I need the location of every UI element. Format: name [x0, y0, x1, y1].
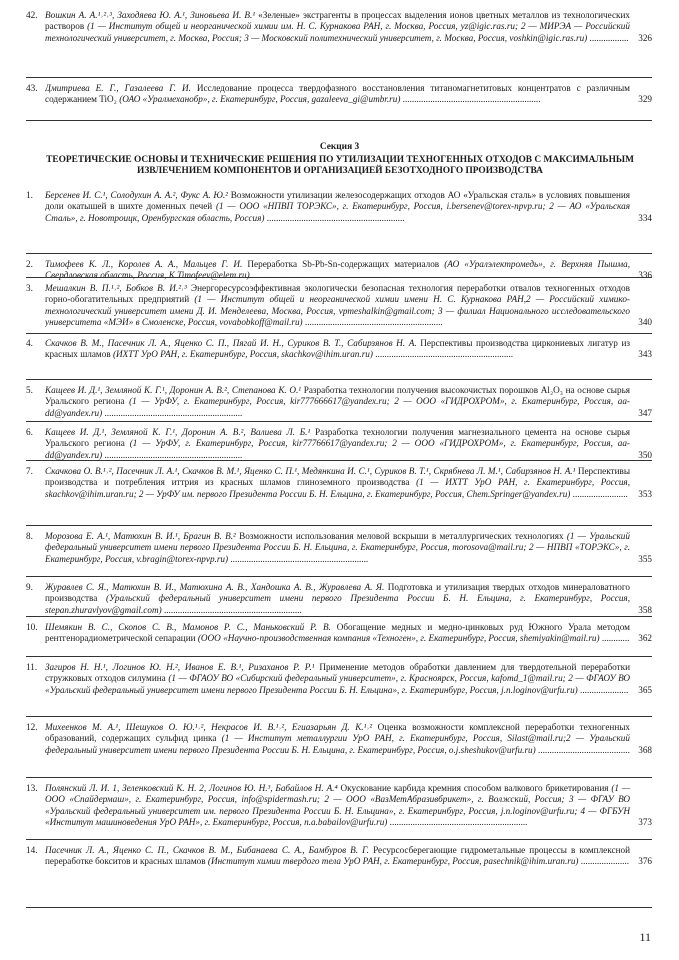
entry-page: 329 [635, 94, 652, 105]
section-label: Секция 3 [319, 142, 360, 152]
entry-body [45, 83, 652, 106]
entry-authors: Полянский Л. И. 1, Зеленковский К. Н. 2, Логинов Ю. Н.³, Бабайлов Н. А.⁴ [45, 783, 341, 793]
entry-body [45, 722, 652, 756]
entry-number: 4. [26, 338, 33, 348]
entry-number: 11. [26, 662, 38, 672]
toc-entry [26, 385, 652, 419]
entry-body [45, 582, 652, 616]
toc-entry [26, 466, 652, 500]
entry-affiliation: (1 — Институт общей и неорганической химии им. Н. С. Курнакова РАН, г. Москва, Россия, yz@igic.ras.ru; 2 — МИРЭА — Российский технологический университет, г. Москва, Россия; 3 — Московский политехнический университет, г. Москва, Россия, voshkin@igic.ras.ru) [45, 21, 630, 43]
entry-authors: Мешалкин В. П.¹˒², Бобков В. И.²˒³ [45, 283, 192, 293]
entry-page: 340 [635, 317, 652, 328]
entry-page: 334 [635, 213, 652, 224]
toc-entry [26, 10, 652, 44]
entry-title: Оценка возможности комплексной переработки техногенных образований, содержащих сульфид цинка [45, 722, 631, 744]
entry-authors: Шемякин В. С., Скопов С. В., Мамонов Р. С., Маньковский Р. В. [45, 622, 337, 632]
entry-title: Перспективы производства и потребления иттрия из красных шламов глиноземного производства [45, 466, 630, 488]
entry-body [45, 845, 652, 868]
entry-page: 343 [635, 349, 652, 360]
entry-authors: Михеенков М. А.¹, Шешуков О. Ю.¹˒², Некрасов И. В.¹˒², Егиазарьян Д. К.¹˒² [45, 722, 378, 732]
dot-leader: ............................................................ [228, 553, 369, 564]
toc-entry [26, 427, 652, 461]
toc-entry [26, 722, 652, 756]
entry-number: 3. [26, 283, 33, 293]
entry-authors: Тимофеев К. Л., Королев А. А., Мальцев Г. И. [45, 259, 248, 269]
entry-authors: Берсенев И. С.¹, Солодухин А. А.², Фукс А. Ю.² [45, 190, 231, 200]
entry-affiliation: (1 — Институт общей и неорганической химии имени Н. С. Курнакова РАН,2 — Российский химико-технологический университет имени Д. И. Менделеева, Москва, Россия, vpmeshalkin@gmail.com; 3 — филиал Национального исследовательского университета «МЭИ» в Смоленске, Россия, vovabobkoff@mail.ru) [45, 294, 630, 327]
entry-title: Исследование процесса твердофазного восстановления титаномагнетитовых концентратов с различным содержанием TiO₂ [45, 83, 630, 105]
entry-affiliation: (Институт химии твердого тела УрО РАН, г. Екатеринбург, Россия, pasechnik@ihim.uran.ru) [207, 856, 579, 867]
entry-title: Перспективы производства циркониевых лигатур из красных шламов [45, 338, 630, 360]
entry-page: 365 [635, 685, 652, 696]
entry-body [45, 622, 652, 645]
entry-title: Разработка технологии получения магнезиального цемента на основе сырья Уральского региона [45, 427, 630, 449]
entry-authors: Дмитриева Е. Г., Газалеева Г. И. [45, 83, 197, 93]
entry-number: 13. [26, 783, 38, 793]
dot-leader: ............................................................ [400, 94, 541, 105]
entry-number: 7. [26, 466, 33, 476]
entry-number: 8. [26, 531, 33, 541]
entry-divider [26, 839, 652, 840]
entry-page: 353 [635, 489, 652, 500]
entry-body [45, 259, 652, 282]
entry-authors: Журавлев С. Я., Матюхин В. И., Матюхина А. В., Хандошка А. В., Журавлева А. Я. [45, 582, 388, 592]
entry-affiliation: (1 — Уральский федеральный университет имени первого Президента России Б. Н. Ельцина, г. Екатеринбург, Россия, morosova@mail.ru; 2 — НПВП «ТОРЭКС», г. Екатеринбург, Россия, v.bragin@torex-npvp.ru) [45, 531, 630, 564]
entry-body [45, 338, 652, 361]
entry-affiliation: (1 — УрФУ, г. Екатеринбург, Россия, kir77766617@yandex.ru; 2 — ООО «ГИДРОХРОМ», г. Екатеринбург, Россия, aa-dd@yandex.ru) [45, 438, 630, 460]
entry-body [45, 427, 652, 461]
entry-page: 326 [635, 33, 652, 44]
entry-title: Возможности утилизации железосодержащих отходов АО «Уральская сталь» в условиях повышения доли окатышей в шихте доменных печей [45, 190, 630, 212]
entry-affiliation: (1 — ООО «Спайдермаш», г. Екатеринбург, Россия, info@spidermash.ru; 2 — ООО «ВазМетАбразивбрикет», г. Волжский, Россия; 3 — ФГАУ ВО «Уральский федеральный университет им. первого Президента России Б. Н. Ельцина», г. Екатеринбург, Россия, j.n.loginov@urfu.ru; 4 — ФГБУН «Институт машиноведения УрО РАН», г. Екатеринбург, Россия, n.a.babailov@urfu.ru) [45, 783, 630, 827]
entry-divider [26, 120, 652, 121]
entry-page: 376 [635, 856, 652, 867]
entry-authors: Кащеев И. Д.¹, Земляной К. Г.¹, Доронин А. В.², Степанова К. О.¹ [45, 385, 304, 395]
entry-title: Ресурсосберегающие гидрометальные процессы в комплексной переработке бокситов и красных шламов [45, 845, 630, 867]
entry-number: 42. [26, 10, 38, 20]
entry-page: 362 [635, 633, 652, 644]
toc-entry [26, 845, 652, 868]
dot-leader: ................. [587, 32, 629, 43]
dot-leader: ..................... [578, 856, 630, 867]
entry-affiliation: (ОАО «Уралмеханобр», г. Екатеринбург, Россия, gazaleeva_gi@umbr.ru) [119, 94, 401, 105]
entry-title: Окускование карбида кремния способом валкового брикетирования [340, 783, 612, 793]
entry-divider [26, 77, 652, 78]
page-number: 11 [639, 930, 651, 944]
entry-title: Энергоресурсоэффективная экологически безопасная технология переработки отвалов техногенных отходов горно-обогатительных предприятий [45, 283, 630, 305]
entry-divider [26, 716, 652, 717]
entry-number: 2. [26, 259, 33, 269]
dot-leader: ............................................................ [387, 816, 528, 827]
toc-entry [26, 338, 652, 361]
entry-title: Разработка технологии получения высокочистых порошков Al₂O₃ на основе сырья Уральского региона [45, 385, 630, 407]
dot-leader: ............................................................ [102, 449, 243, 460]
entry-number: 6. [26, 427, 33, 437]
entry-number: 14. [26, 845, 38, 855]
dot-leader: ............ [599, 633, 630, 644]
entry-number: 9. [26, 582, 33, 592]
entry-title: Применение методов обработки давлением для твердотельной переработки стружковых отходов силумина [45, 662, 630, 684]
entry-title: Обогащение медных и медно-цинковых руд Южного Урала методом рентгенорадиометрической сепарации [45, 622, 630, 644]
entry-authors: Пасечник Л. А., Яценко С. П., Скачков В. М., Бибанаева С. А., Бамбуров В. Г. [45, 845, 374, 855]
dot-leader: ............................................................ [102, 407, 243, 418]
dot-leader: ........................................ [535, 744, 630, 755]
entry-number: 10. [26, 622, 38, 632]
entry-divider [26, 907, 652, 908]
entry-authors: Кащеев И. Д.¹, Земляной К. Г.¹, Доронин А. В.², Валиева Л. Б.¹ [45, 427, 315, 437]
entry-divider [26, 277, 652, 278]
entry-page: 347 [635, 408, 652, 419]
entry-body [45, 662, 652, 696]
dot-leader: ............................................................ [264, 212, 405, 223]
entry-authors: Загиров Н. Н.¹, Логинов Ю. Н.², Иванов Е. В.¹, Ризаханов Р. Р.¹ [45, 662, 320, 672]
dot-leader: ............................................................ [302, 316, 443, 327]
dot-leader: ............................................................ [161, 604, 302, 615]
entry-title: «Зеленые» экстрагенты в процессах выделения ионов цветных металлов из технологических растворов [45, 10, 630, 32]
entry-divider [26, 460, 652, 461]
dot-leader: ............................................................ [249, 270, 390, 281]
entry-affiliation: (АО «Уралэлектромедь», г. Верхняя Пышма, Свердловская область, Россия, K.Timofeev@elem.ru) [45, 259, 631, 281]
entry-authors: Вошкин А. А.¹˒²˒³, Заходяева Ю. А.¹, Зиновьева И. В.¹ [45, 10, 259, 20]
entry-page: 350 [635, 450, 652, 461]
entry-authors: Скачкова О. В.¹˒², Пасечник Л. А.¹, Скачков В. М.¹, Яценко С. П.¹, Медянкина И. С.¹, Суриков В. Т.¹, Скрябнева Л. М.¹, Сабирзянов Н. А.¹ [45, 466, 578, 476]
entry-affiliation: (1 — Институт металлургии УрО РАН, г. Екатеринбург, Россия, Silast@mail.ru;2 — Уральский федеральный университет имени первого Президента России Б. Н. Ельцина, г. Екатеринбург, Россия, o.j.sheshukov@urfu.ru) [45, 733, 630, 755]
entry-number: 5. [26, 385, 33, 395]
entry-number: 12. [26, 722, 38, 732]
section-title: ТЕОРЕТИЧЕСКИЕ ОСНОВЫ И ТЕХНИЧЕСКИЕ РЕШЕНИЯ ПО УТИЛИЗАЦИИ ТЕХНОГЕННЫХ ОТХОДОВ С МАКСИМАЛЬНЫМ ИЗВЛЕЧЕНИЕМ КОМПОНЕНТОВ И ОРГАНИЗАЦИЕЙ БЕЗОТХОДНОГО ПРОИЗВОДСТВА [46, 155, 634, 177]
toc-entry [26, 622, 652, 645]
entry-number: 43. [26, 83, 38, 93]
entry-affiliation: (1 — ИХТТ УрО РАН, г. Екатеринбург, Россия, skachkov@ihim.uran.ru; 2 — УрФУ им. первого Президента России Б. Н. Ельцина, г. Екатеринбург, Россия, Chem.Springer@yandex.ru) [45, 477, 630, 499]
dot-leader: ..................... [577, 684, 629, 695]
entry-divider [26, 525, 652, 526]
toc-entry [26, 662, 652, 696]
entry-page: 373 [635, 817, 652, 828]
entry-divider [26, 656, 652, 657]
entry-title: Переработка Sb-Pb-Sn-содержащих материалов [247, 259, 445, 269]
entry-body [45, 531, 652, 565]
entry-divider [26, 421, 652, 422]
entry-number: 1. [26, 190, 33, 200]
entry-page: 355 [635, 554, 652, 565]
entry-title: Подготовка и утилизация твердых отходов минераловатного производства [45, 582, 631, 604]
entry-page: 336 [635, 270, 652, 281]
entry-affiliation: (1 — ФГАОУ ВО «Сибирский федеральный университет», г. Красноярск, Россия, kafomd_1@mail.ru; 2 — ФГАОУ ВО «Уральский федеральный университет имени первого Президента России Б. Н. Ельцина», г. Екатеринбург, Россия, j.n.loginov@urfu.ru) [45, 673, 630, 695]
entry-body [45, 783, 652, 828]
toc-entry [26, 190, 652, 224]
entry-divider [26, 253, 652, 254]
entry-affiliation: (1 — ООО «НПВП ТОРЭКС», г. Екатеринбург, Россия, i.bersenev@torex-npvp.ru; 2 — АО «Уральская Сталь», г. Новотроицк, Оренбургская область, Россия) [45, 201, 630, 223]
entry-affiliation: (ИХТТ УрО РАН, г. Екатеринбург, Россия, skachkov@ihim.uran.ru) [112, 349, 373, 360]
entry-affiliation: (ООО «Научно-производственная компания «Техноген», г. Екатеринбург, Россия, shemiyakin@mail.ru) [197, 633, 600, 644]
entry-divider [26, 379, 652, 380]
dot-leader: ........................ [570, 488, 628, 499]
entry-authors: Скачков В. М., Пасечник Л. А., Яценко С. П., Пягай И. Н., Суриков В. Т., Сабирзянов Н. А. [45, 338, 421, 348]
toc-entry [26, 83, 652, 106]
entry-body [45, 466, 652, 500]
entry-divider [26, 333, 652, 334]
entry-affiliation: (Уральский федеральный университет имени первого Президента России Б. Н. Ельцина, г. Екатеринбург, Россия, stepan.zhuravlyov@gmail.com) [45, 593, 630, 615]
entry-page: 368 [635, 745, 652, 756]
entry-divider [26, 616, 652, 617]
entry-affiliation: (1 — УрФУ, г. Екатеринбург, Россия, kir777666617@yandex.ru; 2 — ООО «ГИДРОХРОМ», г. Екатеринбург, Россия, aa-dd@yandex.ru) [45, 396, 630, 418]
toc-entry [26, 531, 652, 565]
toc-entry [26, 783, 652, 828]
entry-title: Возможности использования меловой вскрыши в металлургических технологиях [239, 531, 567, 541]
entry-body [45, 190, 652, 224]
toc-entry [26, 582, 652, 616]
entry-divider [26, 777, 652, 778]
entry-authors: Морозова Е. А.¹, Матюхин В. И.¹, Брагин В. В.² [45, 531, 240, 541]
entry-body [45, 283, 652, 328]
dot-leader: ............................................................ [372, 349, 514, 360]
toc-entry [26, 283, 652, 328]
entry-body [45, 10, 652, 44]
toc-entry [26, 259, 652, 282]
entry-body [45, 385, 652, 419]
entry-page: 358 [635, 605, 652, 616]
entry-divider [26, 576, 652, 577]
